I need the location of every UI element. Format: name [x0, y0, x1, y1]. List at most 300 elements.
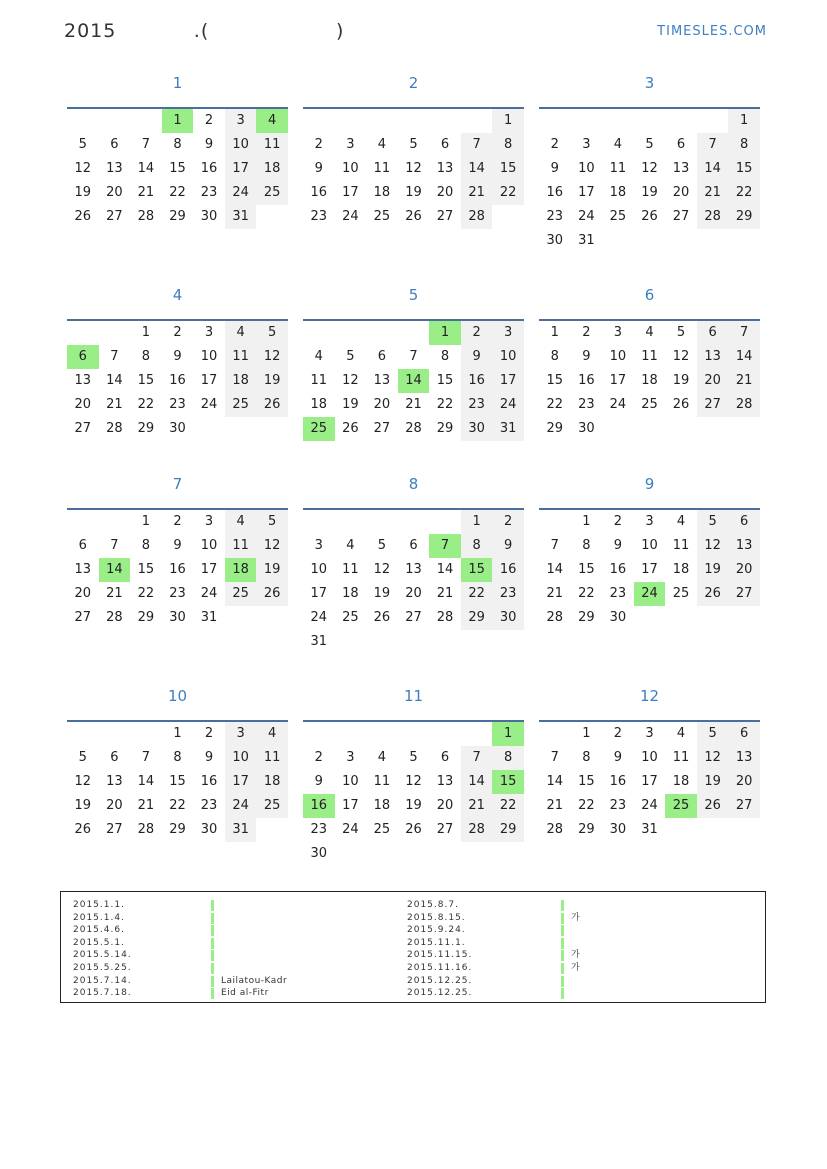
day-cell[interactable]: 9 — [613, 750, 623, 765]
brand-logo-text[interactable]: TIMESLES.COM — [657, 24, 767, 39]
day-cell[interactable]: 15 — [492, 770, 524, 794]
day-cell[interactable]: 25 — [225, 393, 257, 417]
day-cell[interactable]: 6 — [728, 510, 760, 534]
day-cell[interactable]: 5 — [676, 325, 686, 340]
day-cell[interactable]: 5 — [377, 538, 387, 553]
day-cell[interactable]: 16 — [461, 369, 493, 393]
day-cell[interactable]: 20 — [728, 770, 760, 794]
day-cell[interactable]: 15 — [728, 157, 760, 181]
day-cell[interactable]: 26 — [74, 209, 92, 224]
day-cell[interactable]: 11 — [373, 161, 391, 176]
day-cell[interactable]: 1 — [550, 325, 559, 340]
day-cell[interactable]: 1 — [492, 722, 524, 746]
day-cell[interactable]: 15 — [461, 558, 493, 582]
day-cell[interactable]: 26 — [373, 610, 391, 625]
day-cell[interactable]: 22 — [578, 586, 595, 601]
day-cell[interactable]: 21 — [546, 586, 564, 601]
day-cell[interactable]: 25 — [256, 794, 288, 818]
day-cell[interactable]: 12 — [256, 534, 288, 558]
day-cell[interactable]: 10 — [342, 161, 359, 176]
day-cell[interactable]: 30 — [200, 822, 218, 837]
day-cell[interactable]: 5 — [409, 750, 418, 765]
day-cell[interactable]: 5 — [697, 510, 729, 534]
day-cell[interactable]: 10 — [200, 349, 218, 364]
day-cell[interactable]: 20 — [74, 397, 92, 412]
day-cell[interactable]: 24 — [225, 794, 257, 818]
day-cell[interactable]: 10 — [578, 161, 595, 176]
day-cell[interactable]: 18 — [641, 373, 658, 388]
day-cell[interactable]: 25 — [225, 582, 257, 606]
day-cell[interactable]: 8 — [550, 349, 559, 364]
day-cell[interactable]: 4 — [346, 538, 355, 553]
day-cell[interactable]: 16 — [169, 562, 186, 577]
day-cell[interactable]: 10 — [225, 746, 257, 770]
day-cell[interactable]: 21 — [137, 798, 155, 813]
day-cell[interactable]: 14 — [106, 373, 123, 388]
day-cell[interactable]: 2 — [582, 325, 591, 340]
day-cell[interactable]: 5 — [256, 510, 288, 534]
day-cell[interactable]: 15 — [169, 161, 186, 176]
day-cell[interactable]: 7 — [461, 746, 493, 770]
day-cell[interactable]: 16 — [200, 161, 218, 176]
day-cell[interactable]: 14 — [461, 157, 493, 181]
day-cell[interactable]: 20 — [106, 798, 123, 813]
day-cell[interactable]: 10 — [641, 538, 658, 553]
day-cell[interactable]: 31 — [492, 417, 524, 441]
day-cell[interactable]: 28 — [106, 610, 123, 625]
day-cell[interactable]: 24 — [225, 181, 257, 205]
day-cell[interactable]: 26 — [697, 794, 729, 818]
day-cell[interactable]: 12 — [74, 774, 92, 789]
day-cell[interactable]: 1 — [141, 325, 151, 340]
day-cell[interactable]: 18 — [672, 562, 690, 577]
day-cell[interactable]: 12 — [74, 161, 92, 176]
day-cell[interactable]: 19 — [697, 770, 729, 794]
day-cell[interactable]: 28 — [405, 421, 422, 436]
day-cell[interactable]: 29 — [492, 818, 524, 842]
day-cell[interactable]: 6 — [110, 750, 119, 765]
day-cell[interactable]: 7 — [429, 534, 461, 558]
day-cell[interactable]: 19 — [256, 369, 288, 393]
day-cell[interactable]: 23 — [609, 798, 627, 813]
day-cell[interactable]: 23 — [609, 586, 627, 601]
day-cell[interactable]: 25 — [373, 209, 391, 224]
day-cell[interactable]: 4 — [225, 321, 257, 345]
day-cell[interactable]: 31 — [641, 822, 658, 837]
day-cell[interactable]: 30 — [492, 606, 524, 630]
day-cell[interactable]: 21 — [461, 794, 493, 818]
day-cell[interactable]: 1 — [173, 726, 182, 741]
day-cell[interactable]: 2 — [461, 321, 493, 345]
day-cell[interactable]: 11 — [225, 534, 257, 558]
day-cell[interactable]: 18 — [225, 558, 257, 582]
day-cell[interactable]: 31 — [225, 205, 257, 229]
day-cell[interactable]: 30 — [169, 610, 186, 625]
day-cell[interactable]: 16 — [310, 185, 328, 200]
day-cell[interactable]: 8 — [728, 133, 760, 157]
day-cell[interactable]: 15 — [436, 373, 454, 388]
day-cell[interactable]: 10 — [310, 562, 328, 577]
day-cell[interactable]: 14 — [137, 774, 155, 789]
day-cell[interactable]: 28 — [137, 822, 155, 837]
day-cell[interactable]: 1 — [141, 514, 151, 529]
day-cell[interactable]: 22 — [169, 185, 186, 200]
day-cell[interactable]: 28 — [436, 610, 454, 625]
day-cell[interactable]: 13 — [74, 373, 92, 388]
day-cell[interactable]: 22 — [137, 586, 155, 601]
day-cell[interactable]: 28 — [546, 822, 564, 837]
day-cell[interactable]: 13 — [672, 161, 690, 176]
day-cell[interactable]: 10 — [200, 538, 218, 553]
day-cell[interactable]: 24 — [492, 393, 524, 417]
day-cell[interactable]: 12 — [697, 746, 729, 770]
day-cell[interactable]: 4 — [613, 137, 623, 152]
day-cell[interactable]: 5 — [697, 722, 729, 746]
day-cell[interactable]: 2 — [550, 137, 559, 152]
day-cell[interactable]: 20 — [373, 397, 391, 412]
day-cell[interactable]: 23 — [200, 798, 218, 813]
day-cell[interactable]: 21 — [405, 397, 422, 412]
day-cell[interactable]: 2 — [173, 514, 182, 529]
day-cell[interactable]: 12 — [405, 161, 422, 176]
day-cell[interactable]: 15 — [169, 774, 186, 789]
day-cell[interactable]: 7 — [550, 750, 559, 765]
day-cell[interactable]: 6 — [110, 137, 119, 152]
day-cell[interactable]: 25 — [609, 209, 627, 224]
day-cell[interactable]: 5 — [346, 349, 355, 364]
day-cell[interactable]: 9 — [492, 534, 524, 558]
day-cell[interactable]: 11 — [310, 373, 328, 388]
day-cell[interactable]: 21 — [106, 586, 123, 601]
day-cell[interactable]: 27 — [728, 582, 760, 606]
day-cell[interactable]: 13 — [436, 161, 454, 176]
day-cell[interactable]: 23 — [546, 209, 564, 224]
day-cell[interactable]: 25 — [672, 586, 690, 601]
day-cell[interactable]: 8 — [141, 349, 151, 364]
day-cell[interactable]: 4 — [256, 109, 288, 133]
day-cell[interactable]: 2 — [204, 113, 214, 128]
day-cell[interactable]: 5 — [78, 137, 87, 152]
day-cell[interactable]: 24 — [200, 586, 218, 601]
day-cell[interactable]: 24 — [342, 822, 359, 837]
day-cell[interactable]: 15 — [578, 774, 595, 789]
day-cell[interactable]: 9 — [314, 774, 323, 789]
day-cell[interactable]: 12 — [342, 373, 359, 388]
day-cell[interactable]: 17 — [225, 157, 257, 181]
day-cell[interactable]: 25 — [373, 822, 391, 837]
day-cell[interactable]: 28 — [461, 818, 493, 842]
day-cell[interactable]: 19 — [373, 586, 391, 601]
day-cell[interactable]: 8 — [461, 534, 493, 558]
day-cell[interactable]: 22 — [137, 397, 155, 412]
day-cell[interactable]: 22 — [492, 181, 524, 205]
day-cell[interactable]: 15 — [492, 157, 524, 181]
day-cell[interactable]: 18 — [256, 770, 288, 794]
day-cell[interactable]: 7 — [141, 750, 151, 765]
day-cell[interactable]: 17 — [578, 185, 595, 200]
day-cell[interactable]: 26 — [74, 822, 92, 837]
day-cell[interactable]: 12 — [373, 562, 391, 577]
day-cell[interactable]: 2 — [613, 514, 623, 529]
day-cell[interactable]: 28 — [461, 205, 493, 229]
day-cell[interactable]: 7 — [550, 538, 559, 553]
day-cell[interactable]: 9 — [314, 161, 323, 176]
day-cell[interactable]: 4 — [676, 514, 686, 529]
day-cell[interactable]: 8 — [173, 750, 182, 765]
day-cell[interactable]: 7 — [461, 133, 493, 157]
day-cell[interactable]: 9 — [173, 349, 182, 364]
day-cell[interactable]: 26 — [256, 393, 288, 417]
day-cell[interactable]: 29 — [169, 209, 186, 224]
day-cell[interactable]: 26 — [405, 209, 422, 224]
day-cell[interactable]: 2 — [613, 726, 623, 741]
day-cell[interactable]: 19 — [256, 558, 288, 582]
day-cell[interactable]: 19 — [697, 558, 729, 582]
day-cell[interactable]: 30 — [461, 417, 493, 441]
day-cell[interactable]: 30 — [609, 610, 627, 625]
day-cell[interactable]: 28 — [697, 205, 729, 229]
day-cell[interactable]: 4 — [314, 349, 323, 364]
day-cell[interactable]: 27 — [373, 421, 391, 436]
day-cell[interactable]: 16 — [169, 373, 186, 388]
day-cell[interactable]: 14 — [99, 558, 131, 582]
day-cell[interactable]: 29 — [578, 610, 595, 625]
day-cell[interactable]: 6 — [67, 345, 99, 369]
day-cell[interactable]: 30 — [200, 209, 218, 224]
day-cell[interactable]: 23 — [310, 209, 328, 224]
day-cell[interactable]: 29 — [546, 421, 564, 436]
day-cell[interactable]: 19 — [672, 373, 690, 388]
day-cell[interactable]: 8 — [141, 538, 151, 553]
day-cell[interactable]: 14 — [137, 161, 155, 176]
day-cell[interactable]: 30 — [609, 822, 627, 837]
day-cell[interactable]: 24 — [634, 582, 666, 606]
day-cell[interactable]: 7 — [110, 349, 119, 364]
day-cell[interactable]: 1 — [582, 726, 591, 741]
day-cell[interactable]: 12 — [405, 774, 422, 789]
day-cell[interactable]: 18 — [609, 185, 627, 200]
day-cell[interactable]: 6 — [728, 722, 760, 746]
day-cell[interactable]: 15 — [546, 373, 564, 388]
day-cell[interactable]: 1 — [429, 321, 461, 345]
day-cell[interactable]: 23 — [492, 582, 524, 606]
day-cell[interactable]: 19 — [641, 185, 658, 200]
day-cell[interactable]: 28 — [106, 421, 123, 436]
day-cell[interactable]: 11 — [672, 750, 690, 765]
day-cell[interactable]: 17 — [641, 774, 658, 789]
day-cell[interactable]: 3 — [346, 750, 355, 765]
day-cell[interactable]: 4 — [377, 137, 387, 152]
day-cell[interactable]: 27 — [405, 610, 422, 625]
day-cell[interactable]: 22 — [578, 798, 595, 813]
day-cell[interactable]: 14 — [436, 562, 454, 577]
day-cell[interactable]: 28 — [728, 393, 760, 417]
day-cell[interactable]: 1 — [728, 109, 760, 133]
day-cell[interactable]: 27 — [106, 822, 123, 837]
day-cell[interactable]: 11 — [256, 133, 288, 157]
day-cell[interactable]: 17 — [225, 770, 257, 794]
day-cell[interactable]: 1 — [582, 514, 591, 529]
day-cell[interactable]: 16 — [578, 373, 595, 388]
day-cell[interactable]: 1 — [162, 109, 194, 133]
day-cell[interactable]: 4 — [377, 750, 387, 765]
day-cell[interactable]: 17 — [200, 562, 218, 577]
day-cell[interactable]: 17 — [342, 798, 359, 813]
day-cell[interactable]: 22 — [492, 794, 524, 818]
day-cell[interactable]: 24 — [578, 209, 595, 224]
day-cell[interactable]: 18 — [256, 157, 288, 181]
day-cell[interactable]: 21 — [461, 181, 493, 205]
day-cell[interactable]: 5 — [256, 321, 288, 345]
day-cell[interactable]: 25 — [665, 794, 697, 818]
day-cell[interactable]: 20 — [436, 185, 454, 200]
day-cell[interactable]: 21 — [728, 369, 760, 393]
day-cell[interactable]: 11 — [672, 538, 690, 553]
day-cell[interactable]: 3 — [225, 722, 257, 746]
day-cell[interactable]: 13 — [436, 774, 454, 789]
day-cell[interactable]: 13 — [728, 534, 760, 558]
day-cell[interactable]: 3 — [314, 538, 323, 553]
day-cell[interactable]: 20 — [672, 185, 690, 200]
day-cell[interactable]: 25 — [256, 181, 288, 205]
day-cell[interactable]: 31 — [578, 233, 595, 248]
day-cell[interactable]: 8 — [173, 137, 182, 152]
day-cell[interactable]: 10 — [225, 133, 257, 157]
day-cell[interactable]: 11 — [641, 349, 658, 364]
day-cell[interactable]: 19 — [405, 798, 422, 813]
day-cell[interactable]: 21 — [546, 798, 564, 813]
day-cell[interactable]: 3 — [346, 137, 355, 152]
day-cell[interactable]: 21 — [137, 185, 155, 200]
day-cell[interactable]: 13 — [106, 161, 123, 176]
day-cell[interactable]: 14 — [697, 157, 729, 181]
day-cell[interactable]: 3 — [645, 726, 654, 741]
day-cell[interactable]: 17 — [609, 373, 627, 388]
day-cell[interactable]: 27 — [436, 822, 454, 837]
day-cell[interactable]: 29 — [578, 822, 595, 837]
day-cell[interactable]: 5 — [78, 750, 87, 765]
day-cell[interactable]: 8 — [582, 538, 591, 553]
day-cell[interactable]: 16 — [546, 185, 564, 200]
day-cell[interactable]: 10 — [609, 349, 627, 364]
day-cell[interactable]: 24 — [342, 209, 359, 224]
day-cell[interactable]: 27 — [74, 610, 92, 625]
day-cell[interactable]: 24 — [310, 610, 328, 625]
day-cell[interactable]: 6 — [409, 538, 418, 553]
day-cell[interactable]: 11 — [342, 562, 359, 577]
day-cell[interactable]: 17 — [641, 562, 658, 577]
day-cell[interactable]: 23 — [169, 397, 186, 412]
day-cell[interactable]: 4 — [225, 510, 257, 534]
day-cell[interactable]: 24 — [200, 397, 218, 412]
day-cell[interactable]: 2 — [314, 750, 323, 765]
day-cell[interactable]: 21 — [697, 181, 729, 205]
day-cell[interactable]: 24 — [609, 397, 627, 412]
day-cell[interactable]: 16 — [609, 562, 627, 577]
day-cell[interactable]: 31 — [310, 634, 328, 649]
day-cell[interactable]: 26 — [256, 582, 288, 606]
day-cell[interactable]: 14 — [728, 345, 760, 369]
day-cell[interactable]: 23 — [310, 822, 328, 837]
day-cell[interactable]: 25 — [303, 417, 335, 441]
day-cell[interactable]: 17 — [492, 369, 524, 393]
day-cell[interactable]: 6 — [676, 137, 686, 152]
day-cell[interactable]: 6 — [697, 321, 729, 345]
day-cell[interactable]: 16 — [200, 774, 218, 789]
day-cell[interactable]: 25 — [641, 397, 658, 412]
day-cell[interactable]: 26 — [697, 582, 729, 606]
day-cell[interactable]: 2 — [492, 510, 524, 534]
day-cell[interactable]: 14 — [546, 562, 564, 577]
day-cell[interactable]: 8 — [440, 349, 450, 364]
day-cell[interactable]: 22 — [546, 397, 564, 412]
day-cell[interactable]: 29 — [461, 606, 493, 630]
day-cell[interactable]: 31 — [225, 818, 257, 842]
day-cell[interactable]: 2 — [314, 137, 323, 152]
day-cell[interactable]: 29 — [137, 610, 155, 625]
day-cell[interactable]: 13 — [697, 345, 729, 369]
day-cell[interactable]: 18 — [342, 586, 359, 601]
day-cell[interactable]: 9 — [550, 161, 559, 176]
day-cell[interactable]: 27 — [436, 209, 454, 224]
day-cell[interactable]: 29 — [436, 421, 454, 436]
day-cell[interactable]: 13 — [728, 746, 760, 770]
day-cell[interactable]: 15 — [137, 562, 155, 577]
day-cell[interactable]: 9 — [461, 345, 493, 369]
day-cell[interactable]: 4 — [256, 722, 288, 746]
day-cell[interactable]: 12 — [256, 345, 288, 369]
day-cell[interactable]: 15 — [578, 562, 595, 577]
day-cell[interactable]: 27 — [697, 393, 729, 417]
day-cell[interactable]: 13 — [106, 774, 123, 789]
day-cell[interactable]: 16 — [492, 558, 524, 582]
day-cell[interactable]: 18 — [225, 369, 257, 393]
day-cell[interactable]: 27 — [106, 209, 123, 224]
day-cell[interactable]: 20 — [697, 369, 729, 393]
day-cell[interactable]: 5 — [645, 137, 654, 152]
day-cell[interactable]: 18 — [373, 798, 391, 813]
day-cell[interactable]: 24 — [641, 798, 658, 813]
day-cell[interactable]: 7 — [141, 137, 151, 152]
day-cell[interactable]: 30 — [578, 421, 595, 436]
day-cell[interactable]: 8 — [582, 750, 591, 765]
day-cell[interactable]: 30 — [169, 421, 186, 436]
day-cell[interactable]: 18 — [672, 774, 690, 789]
day-cell[interactable]: 31 — [200, 610, 218, 625]
day-cell[interactable]: 11 — [373, 774, 391, 789]
day-cell[interactable]: 9 — [204, 750, 214, 765]
day-cell[interactable]: 9 — [582, 349, 591, 364]
day-cell[interactable]: 18 — [373, 185, 391, 200]
day-cell[interactable]: 23 — [461, 393, 493, 417]
day-cell[interactable]: 6 — [78, 538, 87, 553]
day-cell[interactable]: 12 — [641, 161, 658, 176]
day-cell[interactable]: 9 — [204, 137, 214, 152]
day-cell[interactable]: 19 — [74, 185, 92, 200]
day-cell[interactable]: 21 — [106, 397, 123, 412]
day-cell[interactable]: 3 — [225, 109, 257, 133]
day-cell[interactable]: 20 — [436, 798, 454, 813]
day-cell[interactable]: 1 — [461, 510, 493, 534]
day-cell[interactable]: 28 — [546, 610, 564, 625]
day-cell[interactable]: 22 — [461, 582, 493, 606]
day-cell[interactable]: 26 — [672, 397, 690, 412]
day-cell[interactable]: 4 — [676, 726, 686, 741]
day-cell[interactable]: 28 — [137, 209, 155, 224]
day-cell[interactable]: 2 — [173, 325, 182, 340]
day-cell[interactable]: 10 — [641, 750, 658, 765]
day-cell[interactable]: 2 — [204, 726, 214, 741]
